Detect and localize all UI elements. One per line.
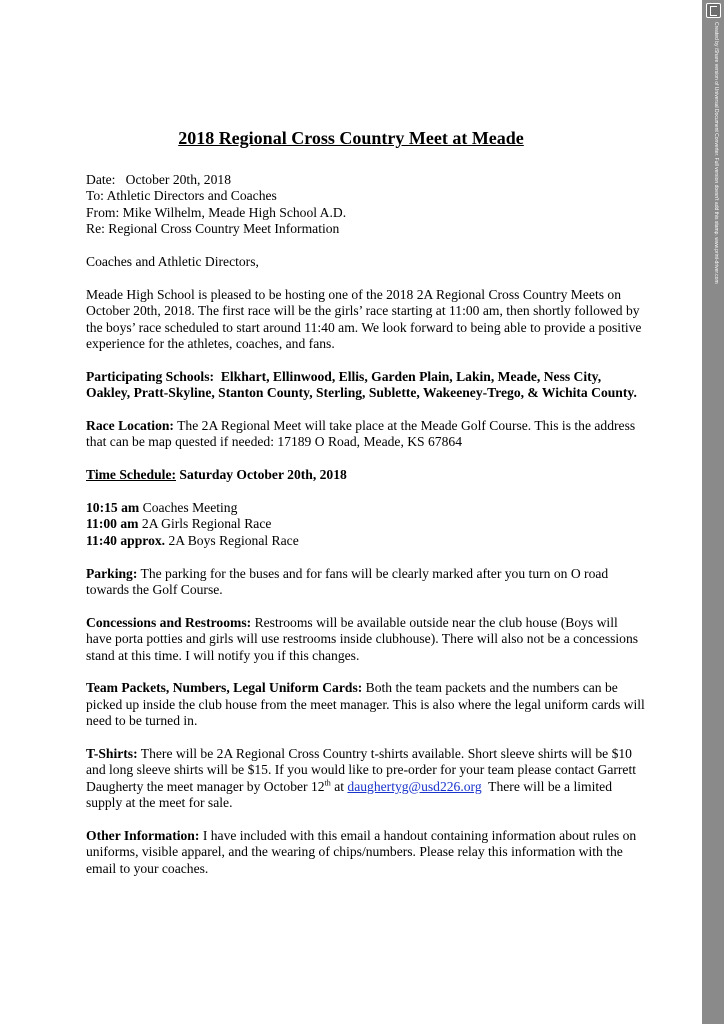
memo-date xyxy=(86,172,646,188)
document-title: 2018 Regional Cross Country Meet at Meade xyxy=(178,128,524,148)
concessions-label: Concessions and Restrooms: xyxy=(86,614,252,630)
time-schedule-heading xyxy=(86,467,646,483)
date-label: Date: xyxy=(86,172,116,187)
packets-paragraph xyxy=(86,680,646,729)
schedule-time: 10:15 am xyxy=(86,500,140,516)
memo-from: From: Mike Wilhelm, Meade High School A.D. xyxy=(86,204,347,220)
parking-label: Parking: xyxy=(86,565,138,581)
schedule-time: 11:40 approx. xyxy=(86,532,166,548)
tshirts-at: at xyxy=(330,778,348,794)
tshirts-label: T-Shirts: xyxy=(86,746,138,762)
ordinal-suffix: th xyxy=(324,778,331,788)
packets-label: Team Packets, Numbers, Legal Uniform Cards: xyxy=(86,680,363,696)
other-text: I have included with this email a handout containing information about rules on uniforms, visible apparel, and the wearing of chips/numbers. Please relay this information with the email to your coaches. xyxy=(86,828,637,876)
converter-logo-icon xyxy=(706,3,721,18)
concessions-paragraph xyxy=(86,615,646,664)
parking-text: The parking for the buses and for fans will be clearly marked after you turn on O road towards the Golf Course. xyxy=(86,565,609,598)
schedule-time: 11:00 am xyxy=(86,516,139,532)
memo-re: Re: Regional Cross Country Meet Information xyxy=(86,221,340,237)
tshirts-text: There will be 2A Regional Cross Country t-shirts available. Short sleeve shirts will be $10 and long sleeve shirts will be $15. If you would like to pre-order for your team please contact Garrett Daugherty the meet manager by October 12 xyxy=(86,746,636,794)
memo-body xyxy=(86,172,646,894)
schedule-day: Saturday October 20th, 2018 xyxy=(179,467,347,483)
other-label: Other Information: xyxy=(86,828,200,844)
intro-paragraph: Meade High School is pleased to be hosting one of the 2018 2A Regional Cross Country Meets on October 20th, 2018. The first race will be the girls’ race starting at 11:00 am, then shortly followed by the boys’ race scheduled to start around 11:40 am. We look forward to being able to provide a positive experience for the athletes, coaches, and fans. xyxy=(86,286,642,352)
schedule-event: Coaches Meeting xyxy=(142,500,238,516)
participating-schools xyxy=(86,369,646,402)
schedule-item xyxy=(86,500,646,516)
memo-to: To: Athletic Directors and Coaches xyxy=(86,188,277,204)
converter-stamp-sidebar xyxy=(702,0,724,1024)
converter-stamp-text: Created by iShare version of Universal Document Converter. Full version doesn't add this stamp. www.print-driver.com xyxy=(713,22,719,284)
schedule-event: 2A Girls Regional Race xyxy=(141,516,272,532)
schedule-label: Time Schedule: xyxy=(86,467,176,483)
schedule-event: 2A Boys Regional Race xyxy=(168,532,299,548)
date-value: October 20th, 2018 xyxy=(125,172,231,187)
race-location xyxy=(86,418,646,451)
concessions-text: Restrooms will be available outside near the club house (Boys will have porta potties and girls will use restrooms inside clubhouse). There will also not be a concessions stand at this time. I will notify you if this changes. xyxy=(86,614,639,663)
other-info-paragraph xyxy=(86,828,646,877)
email-link[interactable]: daughertyg@usd226.org xyxy=(347,778,482,794)
participating-label: Participating Schools: xyxy=(86,368,215,384)
greeting: Coaches and Athletic Directors, xyxy=(86,254,259,270)
location-text: The 2A Regional Meet will take place at the Meade Golf Course. This is the address that can be map quested if needed: 17189 O Road, Meade, KS 67864 xyxy=(86,418,636,450)
tshirts-text-after: There will be a limited supply at the meet for sale. xyxy=(86,778,616,811)
schedule-item xyxy=(86,533,646,549)
tshirts-paragraph xyxy=(86,746,646,812)
parking-paragraph xyxy=(86,566,646,599)
schedule-item xyxy=(86,516,646,532)
participating-text: Elkhart, Ellinwood, Ellis, Garden Plain, Lakin, Meade, Ness City, Oakley, Pratt-Skyline, Stanton County, Sterling, Sublette, Wakeeney-Trego, & Wichita County. xyxy=(86,368,637,401)
packets-text: Both the team packets and the numbers can be picked up inside the club house from the meet manager. This is also where the legal uniform cards will need to be turned in. xyxy=(86,680,645,729)
location-label: Race Location: xyxy=(86,418,174,434)
